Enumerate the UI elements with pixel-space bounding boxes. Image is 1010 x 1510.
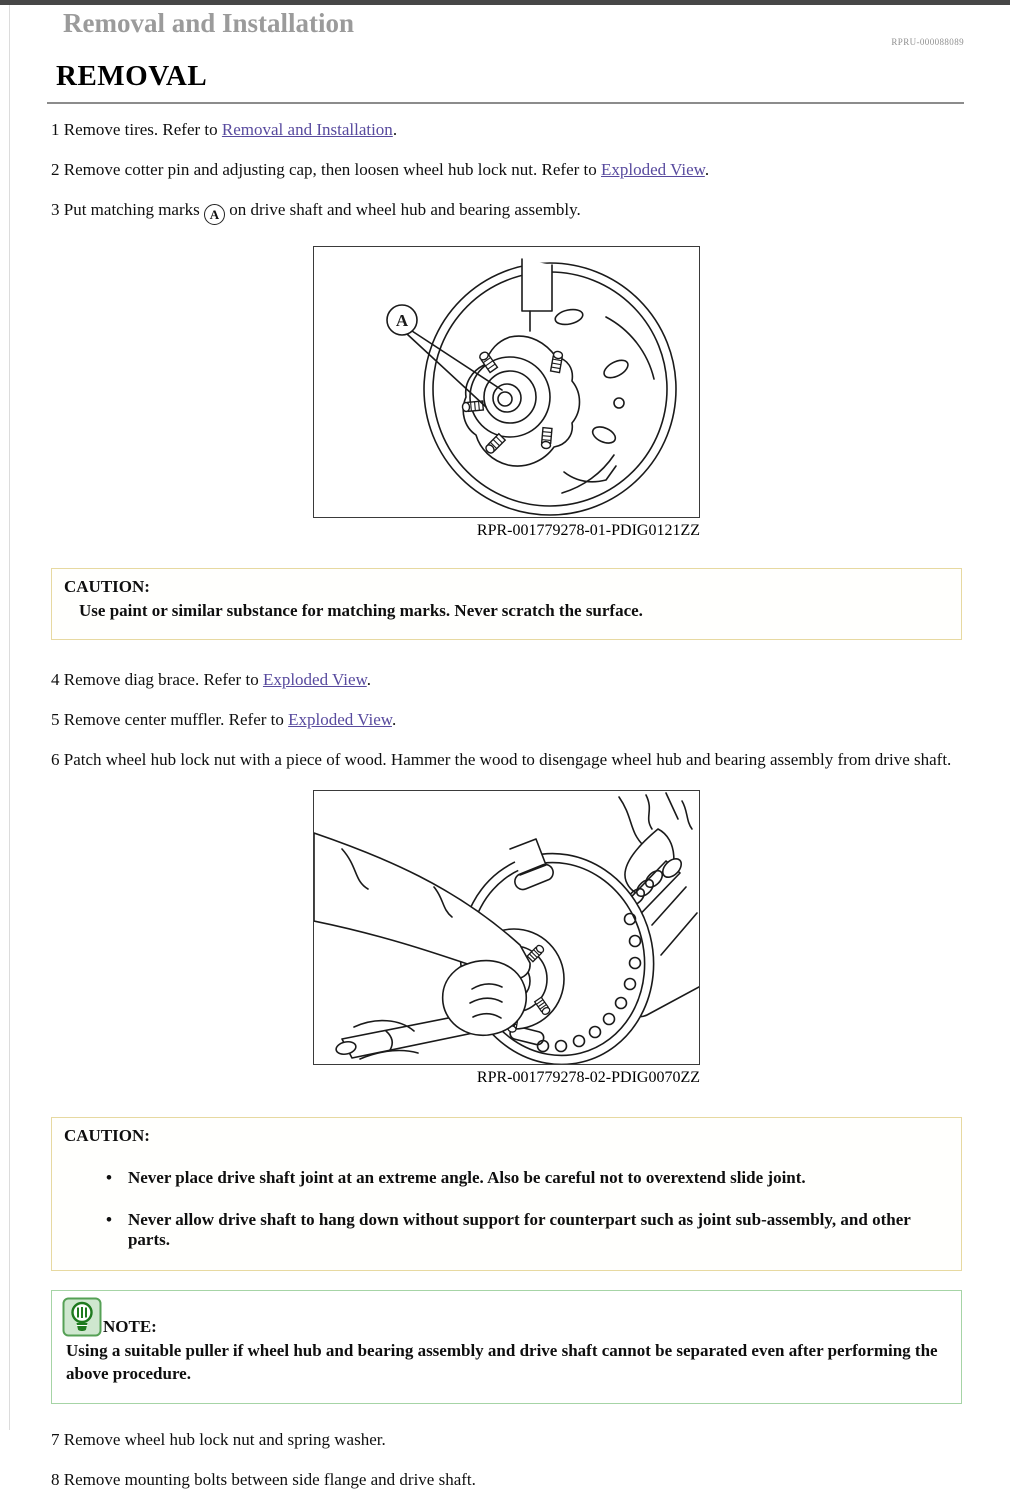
figure-2 bbox=[313, 790, 700, 1065]
step-text: on drive shaft and wheel hub and bearing assembly. bbox=[224, 200, 581, 219]
step-8: 8 Remove mounting bolts between side flange and drive shaft. bbox=[51, 1470, 476, 1489]
caution-1-title: CAUTION: bbox=[64, 577, 150, 596]
caution-box-1 bbox=[51, 568, 962, 640]
step-6: 6 Patch wheel hub lock nut with a piece of wood. Hammer the wood to disengage wheel hub and bearing assembly from drive shaft. bbox=[51, 750, 952, 769]
step-1: 1 Remove tires. Refer to Removal and Installation. bbox=[51, 120, 398, 139]
procedure-content bbox=[51, 120, 962, 1510]
wheel-hub-matching-mark-illustration bbox=[314, 247, 699, 517]
step-2: 2 Remove cotter pin and adjusting cap, then loosen wheel hub lock nut. Refer to Exploded View. bbox=[51, 160, 710, 179]
step-text: Patch wheel hub lock nut with a piece of wood. Hammer the wood to disengage wheel hub and bearing assembly from drive shaft. bbox=[63, 750, 952, 769]
caution-2-bullet-2 bbox=[106, 1210, 949, 1250]
step-text: Remove mounting bolts between side flange and drive shaft. bbox=[63, 1470, 476, 1489]
step-text: Remove tires. Refer to bbox=[63, 120, 222, 139]
step-text: Remove cotter pin and adjusting cap, then loosen wheel hub lock nut. Refer to bbox=[63, 160, 602, 179]
caution-2-bullet-1-text: Never place drive shaft joint at an extreme angle. Also be careful not to overextend slide joint. bbox=[127, 1168, 806, 1187]
step-text: . bbox=[704, 160, 710, 179]
bullet-icon: • bbox=[106, 1210, 112, 1229]
caution-2-bullet-2-text: Never allow drive shaft to hang down without support for counterpart such as joint sub-assembly, and other parts. bbox=[127, 1210, 911, 1249]
link-removal-and-installation[interactable]: Removal and Installation bbox=[221, 120, 393, 139]
top-divider-bar bbox=[0, 0, 1010, 5]
document-code: RPRU-000088089 bbox=[891, 37, 964, 47]
step-text: Remove diag brace. Refer to bbox=[63, 670, 263, 689]
caution-box-2 bbox=[51, 1117, 962, 1271]
step-3: 3 Put matching marks A on drive shaft and wheel hub and bearing assembly. bbox=[51, 200, 962, 225]
step-text: . bbox=[366, 670, 371, 689]
lightbulb-icon bbox=[62, 1297, 102, 1337]
hammer-wood-disengage-illustration bbox=[314, 791, 699, 1064]
step-text: . bbox=[392, 120, 398, 139]
step-text: Remove wheel hub lock nut and spring washer. bbox=[63, 1430, 386, 1449]
note-text: Using a suitable puller if wheel hub and bearing assembly and drive shaft cannot be separated even after performing the above procedure. bbox=[66, 1341, 938, 1383]
page-title: REMOVAL bbox=[56, 60, 208, 92]
page-left-edge-line bbox=[9, 5, 10, 1430]
note-box bbox=[51, 1290, 962, 1404]
circled-a-label: A bbox=[204, 204, 225, 225]
title-divider bbox=[47, 102, 964, 104]
caution-1-text: Use paint or similar substance for matching marks. Never scratch the surface. bbox=[79, 601, 643, 620]
link-exploded-view[interactable]: Exploded View bbox=[601, 160, 705, 179]
note-header bbox=[62, 1297, 949, 1337]
step-text: Put matching marks bbox=[63, 200, 204, 219]
caution-2-bullet-1 bbox=[106, 1168, 949, 1188]
step-text: Remove center muffler. Refer to bbox=[63, 710, 289, 729]
figure-1-label-a: A bbox=[395, 311, 409, 330]
step-7: 7 Remove wheel hub lock nut and spring washer. bbox=[51, 1430, 386, 1449]
bullet-icon: • bbox=[106, 1168, 112, 1187]
figure-2-caption: RPR-001779278-02-PDIG0070ZZ bbox=[476, 1069, 700, 1086]
breadcrumb-section-title: Removal and Installation bbox=[63, 8, 355, 38]
link-exploded-view[interactable]: Exploded View bbox=[288, 710, 392, 729]
caution-2-title: CAUTION: bbox=[64, 1126, 150, 1145]
step-5: 5 Remove center muffler. Refer to Exploded View. bbox=[51, 710, 397, 729]
step-text: . bbox=[391, 710, 397, 729]
link-exploded-view[interactable]: Exploded View bbox=[262, 670, 367, 689]
figure-1 bbox=[313, 246, 700, 518]
note-title: NOTE: bbox=[103, 1317, 157, 1336]
step-4: 4 Remove diag brace. Refer to Exploded View. bbox=[51, 670, 371, 689]
figure-1-caption: RPR-001779278-01-PDIG0121ZZ bbox=[476, 522, 700, 539]
